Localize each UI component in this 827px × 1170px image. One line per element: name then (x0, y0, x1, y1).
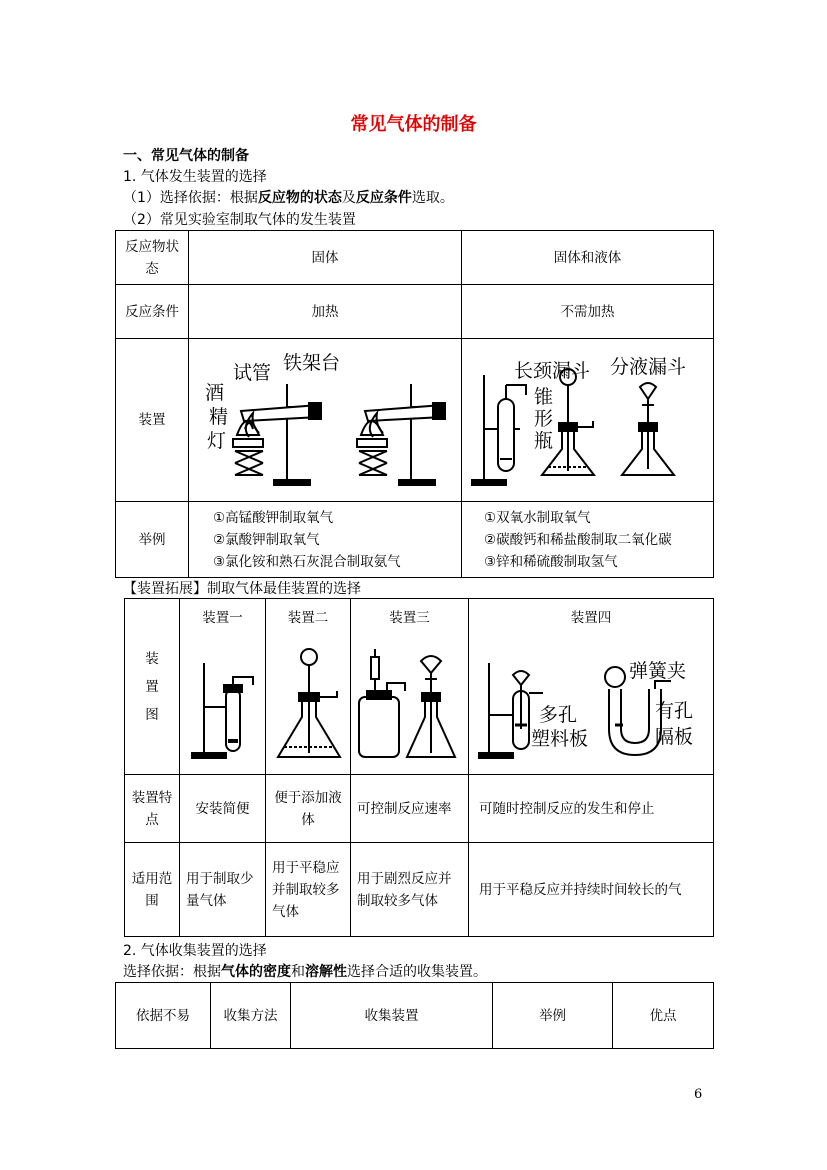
label-porous-2: 塑料板 (531, 728, 589, 750)
col-basis: 依据不易 (116, 983, 211, 1049)
label-hole-2: 隔板 (655, 726, 694, 748)
basis-bold-2: 反应条件 (355, 190, 412, 206)
cell-no-heating: 不需加热 (462, 285, 714, 339)
device-4-title: 装置四 (570, 610, 612, 626)
basis2-suffix: 选择合适的收集装置。 (347, 964, 487, 980)
section-heading: 一、常见气体的制备 (123, 148, 249, 164)
device-4-cell (469, 599, 714, 775)
header-apparatus: 装置 (116, 339, 189, 502)
device-1-illustration (180, 629, 265, 767)
label-long-neck-funnel: 长颈漏斗 (514, 360, 591, 382)
expand-heading: 【装置拓展】制取气体最佳装置的选择 (123, 581, 361, 597)
label-hole-1: 有孔 (655, 700, 694, 722)
label-flask-3: 瓶 (534, 430, 554, 452)
device-2-illustration (266, 629, 350, 767)
scope-1: 用于制取少量气体 (180, 843, 266, 937)
col-method: 收集方法 (211, 983, 291, 1049)
example-left-2: ②氯酸钾制取氧气 (213, 531, 320, 548)
no-heating-apparatus-illustration (462, 339, 713, 501)
feature-4: 可随时控制反应的发生和停止 (469, 775, 714, 843)
item-1-heading: 1. 气体发生装置的选择 (123, 169, 267, 185)
page-title: 常见气体的制备 (350, 114, 477, 135)
examples-right (462, 502, 714, 578)
device-2-cell (266, 599, 351, 775)
device-4-illustration (469, 629, 713, 767)
device-1-title: 装置一 (202, 610, 243, 626)
header-features: 装置特点 (125, 775, 180, 843)
label-lamp-2: 精 (209, 406, 229, 428)
basis-line (123, 187, 454, 207)
feature-2: 便于添加液体 (266, 775, 351, 843)
scope-3: 用于剧烈反应并制取较多气体 (351, 843, 469, 937)
cell-solid: 固体 (189, 231, 462, 285)
no-heating-apparatus-cell (462, 339, 714, 502)
collection-table (115, 982, 714, 1049)
basis2-prefix: 选择依据：根据 (123, 964, 221, 980)
label-porous-1: 多孔 (539, 704, 578, 726)
feature-1: 安装简便 (180, 775, 266, 843)
label-separatory-funnel: 分液漏斗 (610, 356, 687, 378)
example-left-3: ③氯化铵和熟石灰混合制取氨气 (213, 553, 401, 570)
device-1-cell (180, 599, 266, 775)
header-char-3: 图 (145, 706, 159, 723)
cell-heating: 加热 (189, 285, 462, 339)
scope-2: 用于平稳应并制取较多气体 (266, 843, 351, 937)
label-flask-2: 形 (534, 408, 554, 430)
cell-solid-liquid: 固体和液体 (462, 231, 714, 285)
heating-apparatus-cell (189, 339, 462, 502)
example-right-1: ①双氧水制取氧气 (484, 509, 591, 526)
example-left-1: ①高锰酸钾制取氧气 (213, 509, 334, 526)
basis-2-line (123, 961, 487, 981)
examples-left (189, 502, 462, 578)
basis-bold-1: 反应物的状态 (257, 190, 342, 206)
basis2-bold-2: 溶解性 (305, 964, 347, 980)
label-test-tube: 试管 (233, 362, 272, 384)
header-reaction-condition: 反应条件 (116, 285, 189, 339)
example-right-3: ③锌和稀硫酸制取氢气 (484, 553, 618, 570)
col-apparatus: 收集装置 (291, 983, 493, 1049)
basis-suffix: 选取。 (411, 190, 454, 206)
feature-3: 可控制反应速率 (351, 775, 469, 843)
basis-mid: 及 (341, 190, 356, 206)
device-3-cell (351, 599, 469, 775)
label-lamp-1: 酒 (205, 382, 225, 404)
header-apparatus-diagram (125, 599, 180, 775)
label-iron-stand: 铁架台 (283, 352, 341, 374)
device-3-title: 装置三 (389, 610, 430, 626)
heating-apparatus-illustration (189, 339, 461, 501)
basis-prefix: （1）选择依据：根据 (123, 190, 258, 206)
col-example: 举例 (493, 983, 613, 1049)
label-spring-clip: 弹簧夹 (629, 660, 687, 682)
header-char-1: 装 (145, 650, 159, 667)
header-scope: 适用范围 (125, 843, 180, 937)
device-2-title: 装置二 (287, 610, 329, 626)
item-2-heading: 2. 气体收集装置的选择 (123, 943, 267, 959)
item-1-2-heading: （2）常见实验室制取气体的发生装置 (123, 212, 356, 228)
example-right-2: ②碳酸钙和稀盐酸制取二氧化碳 (484, 531, 672, 548)
page-number: 6 (694, 1087, 703, 1102)
label-flask-1: 锥 (534, 386, 554, 408)
col-advantage: 优点 (613, 983, 714, 1049)
generator-table (115, 230, 714, 578)
header-reactant-state: 反应物状态 (116, 231, 189, 285)
scope-4: 用于平稳反应并持续时间较长的气 (469, 843, 714, 937)
basis2-mid: 和 (291, 964, 305, 980)
header-char-2: 置 (145, 678, 159, 695)
label-lamp-3: 灯 (207, 430, 227, 452)
basis2-bold-1: 气体的密度 (221, 964, 291, 980)
best-apparatus-table (124, 598, 714, 937)
device-3-illustration (351, 629, 468, 767)
header-examples: 举例 (116, 502, 189, 578)
